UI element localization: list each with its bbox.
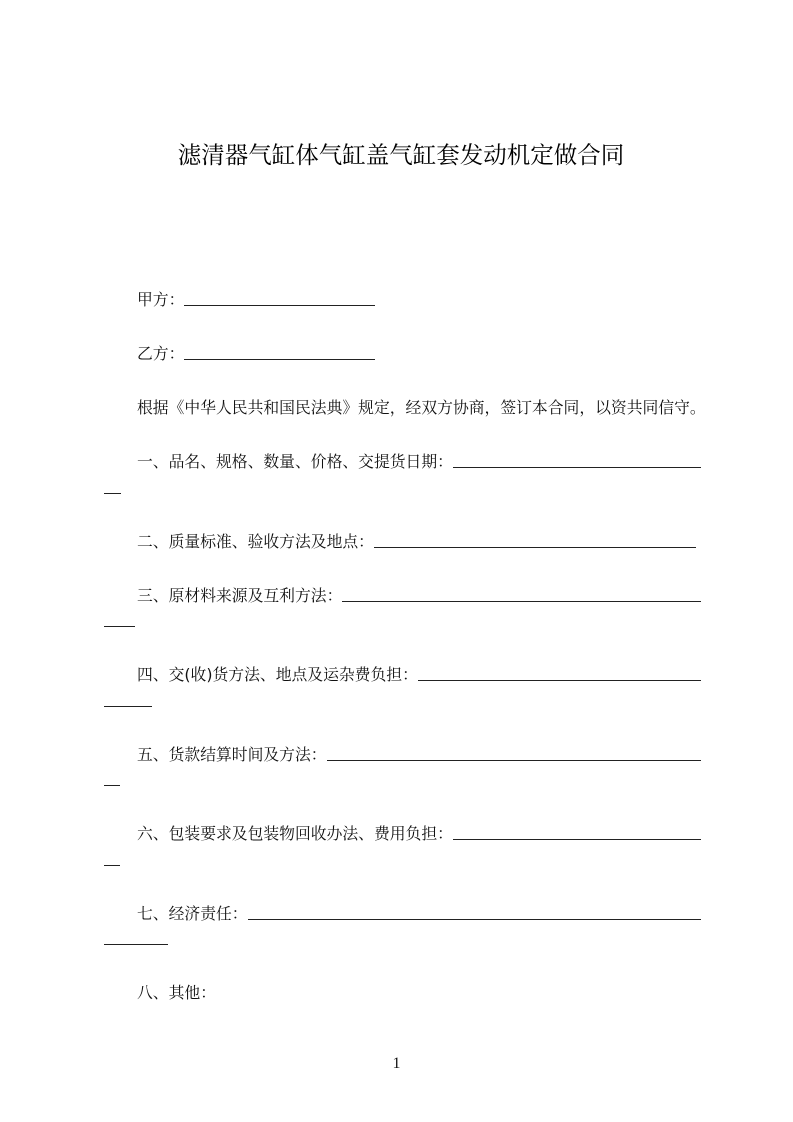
party-b-line	[104, 341, 701, 367]
clause-4-row-continued	[104, 688, 701, 714]
clause-3-blank-continued	[104, 608, 135, 627]
party-b-row	[104, 341, 701, 367]
clause-4-row	[104, 662, 701, 688]
clause-3	[104, 583, 701, 634]
page-number: 1	[392, 1055, 401, 1072]
party-a-row	[104, 287, 701, 313]
clause-4	[104, 662, 701, 713]
clause-7	[104, 901, 701, 952]
clause-3-label: 三、原材料来源及互利方法：	[137, 585, 343, 605]
clause-6-label: 六、包装要求及包装物回收办法、费用负担：	[137, 824, 453, 843]
preamble-paragraph	[104, 395, 706, 421]
clause-3-row-continued	[104, 608, 701, 634]
party-b-blank	[184, 341, 375, 360]
clause-8-label: 八、其他：	[137, 983, 216, 1002]
clause-4-blank-continued	[104, 688, 152, 707]
party-b-label: 乙方：	[137, 344, 185, 363]
clause-5-blank	[327, 742, 701, 761]
contract-title: 滤清器气缸体气缸盖气缸套发动机定做合同	[177, 141, 625, 169]
clause-5-label: 五、货款结算时间及方法：	[137, 744, 327, 764]
clause-1-blank-continued	[104, 475, 121, 494]
clause-5-row	[104, 742, 701, 768]
clause-7-blank-continued	[104, 926, 168, 945]
clause-7-blank	[248, 901, 701, 920]
preamble-row	[104, 395, 706, 421]
clause-5-row-continued	[104, 767, 701, 793]
clause-2-label: 二、质量标准、验收方法及地点：	[137, 531, 374, 551]
clause-1-row-continued	[104, 475, 701, 501]
clause-7-row	[104, 901, 701, 927]
clause-8	[104, 980, 701, 1006]
clause-7-label: 七、经济责任：	[137, 903, 248, 923]
clause-7-row-continued	[104, 926, 701, 952]
clause-6-row-continued	[104, 847, 701, 873]
contract-body	[104, 287, 706, 1034]
clause-1-row	[104, 449, 701, 475]
clause-3-row	[104, 583, 701, 609]
clause-3-blank	[342, 583, 701, 602]
party-a-blank	[184, 287, 375, 306]
clause-6-blank-continued	[104, 847, 120, 866]
clause-5	[104, 742, 701, 793]
clause-4-label: 四、交(收)货方法、地点及运杂费负担：	[137, 665, 418, 684]
party-a-line	[104, 287, 701, 313]
preamble-text: 根据《中华人民共和国民法典》规定，经双方协商，签订本合同，以资共同信守。	[137, 398, 706, 417]
clause-1-blank	[453, 449, 701, 468]
clause-2	[104, 529, 701, 555]
clause-5-blank-continued	[104, 767, 120, 786]
clause-6	[104, 821, 701, 872]
clause-2-row	[104, 529, 701, 555]
party-a-label: 甲方：	[137, 290, 185, 309]
clause-1-label: 一、品名、规格、数量、价格、交提货日期：	[137, 452, 453, 471]
clause-2-blank	[374, 529, 696, 548]
clause-6-blank	[453, 821, 701, 840]
clause-1	[104, 449, 701, 500]
clause-4-blank	[418, 662, 701, 681]
clause-6-row	[104, 821, 701, 847]
clause-8-row	[104, 980, 701, 1006]
